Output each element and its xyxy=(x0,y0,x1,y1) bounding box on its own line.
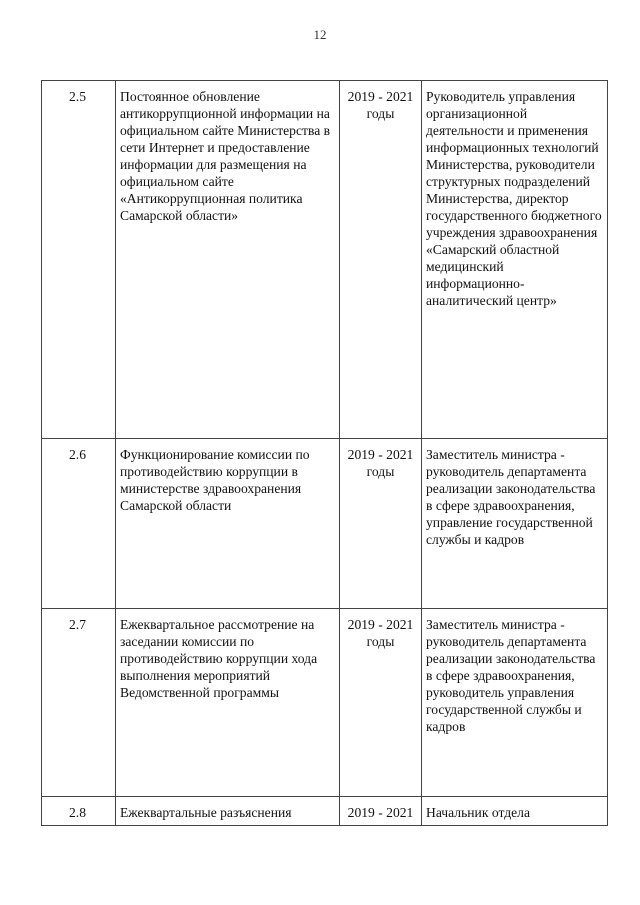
row-number: 2.5 xyxy=(42,81,116,439)
term-cell: 2019 - 2021 годы xyxy=(340,439,422,609)
responsible-cell: Руководитель управления организационной деятельности и применения информационных технологий Министерства, руководители структурных подразделений Министерства, директор государственного бюджетного учреждения здравоохранения «Самарский областной медицинский информационно-аналитический центр» xyxy=(422,81,608,439)
table-row xyxy=(42,797,608,826)
table-row xyxy=(42,81,608,439)
row-number: 2.6 xyxy=(42,439,116,609)
page-number: 12 xyxy=(313,27,327,42)
term-cell: 2019 - 2021 годы xyxy=(340,81,422,439)
action-cell: Функционирование комиссии по противодействию коррупции в министерстве здравоохранения Самарской области xyxy=(116,439,340,609)
row-number: 2.7 xyxy=(42,609,116,797)
responsible-cell: Начальник отдела xyxy=(422,797,608,826)
action-cell: Постоянное обновление антикоррупционной информации на официальном сайте Министерства в сети Интернет и предоставление информации для размещения на официальном сайте «Антикоррупционная политика Самарской области» xyxy=(116,81,340,439)
table-row xyxy=(42,439,608,609)
row-number: 2.8 xyxy=(42,797,116,826)
responsible-cell: Заместитель министра - руководитель департамента реализации законодательства в сфере здравоохранения, управление государственной службы и кадров xyxy=(422,439,608,609)
term-cell: 2019 - 2021 годы xyxy=(340,609,422,797)
action-cell: Ежеквартальные разъяснения xyxy=(116,797,340,826)
action-cell: Ежеквартальное рассмотрение на заседании комиссии по противодействию коррупции хода выполнения мероприятий Ведомственной программы xyxy=(116,609,340,797)
responsible-cell: Заместитель министра - руководитель департамента реализации законодательства в сфере здравоохранения, руководитель управления государственной службы и кадров xyxy=(422,609,608,797)
action-plan-table xyxy=(41,80,608,826)
term-cell: 2019 - 2021 xyxy=(340,797,422,826)
table-row xyxy=(42,609,608,797)
